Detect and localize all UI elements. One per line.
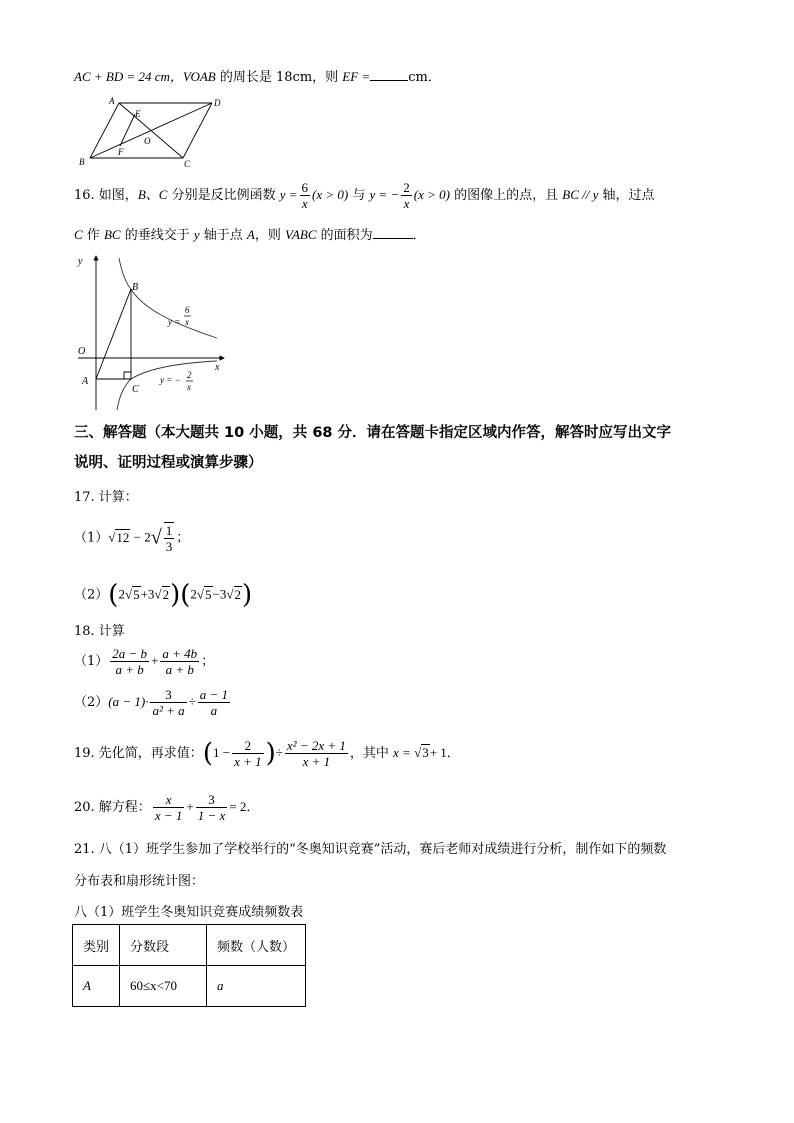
frequency-table: [72, 924, 306, 1007]
q16-f2-cond: (x > 0): [413, 187, 450, 202]
section3-heading-line2: 说明、证明过程或演算步骤）: [74, 455, 263, 471]
graph-curve2-lhs: y = −: [160, 375, 181, 385]
q18-p1-plus: +: [151, 653, 159, 668]
label-F: F: [118, 147, 124, 157]
table-cell: A: [73, 966, 120, 1007]
q20-line: [74, 792, 259, 823]
q16-line-1: [74, 180, 655, 211]
table-cell: a: [207, 966, 306, 1007]
q19-tail1: ，其中: [349, 746, 394, 761]
graph-curve1-lhs: y =: [168, 317, 181, 327]
table-header-row: [73, 925, 306, 966]
q17-p2-r3: 5: [205, 586, 212, 602]
q16-number: 16. 如图，: [74, 188, 138, 203]
q16-l2-g: A: [246, 227, 255, 242]
q21-line2: 分布表和扇形统计图：: [74, 874, 205, 889]
q16-f2-num: 2: [403, 180, 410, 195]
q16-points-bc: B、C: [137, 187, 168, 202]
q21-line1: 21. 八（1）班学生参加了学校举行的“冬奥知识竞赛”活动，赛后老师对成绩进行分析，制作如下的频数: [74, 842, 667, 857]
q21-table-title: 八（1）班学生冬奥知识竞赛成绩频数表: [74, 905, 304, 920]
q17-part2: （2）(2√5+3√2)(2√5−3√2): [74, 580, 253, 610]
q17-p2-c: 2: [190, 586, 197, 602]
q17-p1-den: 3: [165, 539, 173, 554]
table-header-cell: 分数段: [120, 925, 207, 966]
q16-l2-b: 作: [82, 228, 104, 243]
q15-text-e: cm．: [408, 70, 441, 85]
q17-p1-minus2: − 2: [130, 529, 151, 545]
label-D: D: [214, 98, 221, 108]
q17-p1-sqrt-frac: √: [150, 526, 162, 549]
q16-l2-j: 的面积为: [316, 228, 373, 243]
q17-p2-label: （2）: [74, 587, 109, 603]
q18-p2-n1: 3: [150, 687, 186, 703]
q16-answer-blank[interactable]: [373, 226, 413, 239]
q16-l2-c: BC: [103, 227, 121, 242]
q17-p2-r4: 2: [234, 586, 241, 602]
table-header-cell: 频数（人数）: [207, 925, 306, 966]
table-cell: 60≤x<70: [120, 966, 207, 1007]
q16-f1-cond: (x > 0): [312, 187, 349, 202]
q19-line: 19. 先化简，再求值：(1 − $\frac{2}{x + 1}$ )÷ $\frac{\text{x² − 2x + 1}}{x + 1}$ ，其中 x = √3+ 1．: [74, 738, 460, 769]
q19-n1: 2: [232, 738, 264, 754]
q19-tail2: x =: [393, 745, 411, 760]
q16-f1-fraction: [300, 180, 311, 211]
q19-one-minus: 1 −: [212, 745, 231, 760]
graph-label-x: x: [215, 362, 220, 373]
q18-p1-d1: a + b: [115, 662, 144, 677]
q17-p2-a: 2: [118, 586, 125, 602]
graph-label-y: y: [78, 256, 83, 267]
graph-curve2-den: x: [187, 382, 191, 392]
q16-text6: 轴，过点: [598, 188, 655, 203]
right-angle-mark: [124, 372, 131, 379]
q15-answer-blank[interactable]: [370, 68, 408, 81]
q16-f1-num: 6: [301, 180, 308, 195]
graph-curve1-num: 6: [185, 305, 190, 315]
q16-bc-parallel: BC // y: [562, 187, 599, 202]
label-O: O: [144, 136, 151, 146]
graph-label-O: O: [78, 346, 86, 357]
q17-p1-frac: [164, 522, 175, 554]
q15-parallelogram-figure: [76, 92, 222, 172]
q19-n2: x² − 2x + 1: [286, 738, 346, 753]
table-row: [73, 966, 306, 1007]
label-C: C: [184, 159, 191, 169]
q20-n2: 3: [196, 792, 228, 808]
q17-p1-label: （1）: [74, 530, 109, 546]
q20-lead: 20. 解方程：: [74, 800, 151, 815]
q17-p1-num: 1: [165, 523, 173, 538]
section3-heading-line1: 三、解答题（本大题共 10 小题，共 68 分．请在答题卡指定区域内作答，解答时应写出文字: [74, 425, 672, 441]
q20-eq: = 2．: [229, 799, 260, 814]
q17-p2-r2: 2: [162, 586, 170, 602]
q18-p2-div: ÷: [188, 694, 196, 709]
q19-radicand: 3: [422, 745, 429, 760]
q19-tail3: + 1．: [429, 745, 460, 760]
q16-l2-i: VABC: [284, 227, 317, 242]
q18-p1-d2: a + b: [165, 662, 194, 677]
q15-answer-line: [74, 66, 441, 85]
q19-div: ÷: [275, 745, 283, 760]
graph-label-A: A: [82, 376, 89, 387]
q15-text-b: VOAB: [182, 69, 216, 84]
q17-p2-b: +3: [140, 586, 155, 602]
segment-AB: [96, 289, 131, 379]
q18-p2-a: (a − 1)·: [108, 694, 149, 709]
label-E: E: [135, 109, 141, 119]
q17-p2-d: −3: [212, 586, 227, 602]
q16-graph-figure: [72, 252, 230, 414]
q18-part1: [74, 646, 214, 677]
q18-p2-n2: a − 1: [199, 687, 229, 702]
q15-text-a: AC + BD = 24 cm，: [74, 69, 183, 84]
q18-p2-label: （2）: [74, 695, 109, 710]
q16-l2-a: C: [74, 227, 83, 242]
graph-curve1-den: x: [185, 317, 189, 327]
q16-l2-h: ，则: [254, 228, 285, 243]
label-A: A: [109, 96, 115, 106]
q15-text-c: 的周长是 18cm，则: [215, 70, 343, 85]
table-header-cell: 类别: [73, 925, 120, 966]
q18-p1-n2: a + 4b: [162, 646, 198, 661]
q16-l2-d: 的垂线交于: [120, 228, 194, 243]
q16-l2-e: y: [193, 227, 200, 242]
q18-part2: [74, 687, 232, 718]
q20-n1: x: [153, 792, 185, 808]
q16-f1-y: y =: [279, 187, 298, 202]
label-B: B: [79, 157, 85, 167]
q17-p1-sqrt12: √12: [108, 529, 130, 545]
q16-f1-den: x: [301, 196, 308, 211]
q17-p1-end: ；: [176, 530, 190, 546]
q17-p2-r1: 5: [133, 586, 140, 602]
q18-p1-n1: 2a − b: [112, 646, 148, 661]
q18-p1-label: （1）: [74, 654, 109, 669]
q19-d1: x + 1: [234, 754, 262, 769]
q16-text4: 的图像上的点，且: [450, 188, 563, 203]
q16-l2-k: ．: [412, 228, 426, 243]
q20-d1: x − 1: [154, 808, 183, 823]
q16-f2-y: y = −: [369, 187, 400, 202]
q17-part1: [74, 522, 189, 554]
q16-l2-f: 轴于点: [199, 228, 247, 243]
q17-title: 17. 计算：: [74, 490, 138, 505]
q16-text2: 分别是反比例函数: [167, 188, 280, 203]
q16-f2-fraction: [401, 180, 412, 211]
q17-p1-radicand: 12: [116, 529, 130, 545]
graph-label-C: C: [132, 384, 139, 395]
graph-curve2-num: 2: [187, 370, 192, 380]
q20-d2: 1 − x: [197, 808, 226, 823]
edge-DC: [183, 103, 212, 158]
q18-title: 18. 计算: [74, 624, 125, 639]
graph-label-B: B: [132, 282, 139, 293]
q19-d2: x + 1: [302, 754, 331, 769]
edge-BA: [90, 103, 119, 158]
q18-p1-end: ；: [201, 654, 215, 669]
diagonal-BD: [90, 103, 212, 158]
q20-plus: +: [186, 799, 194, 814]
q19-lead: 19. 先化简，再求值：: [74, 746, 203, 761]
q16-text3: 与: [348, 188, 370, 203]
q18-p2-d1: a² + a: [152, 703, 185, 718]
q15-text-d: EF =: [342, 69, 371, 84]
q18-p2-d2: a: [210, 703, 218, 718]
q16-f2-den: x: [403, 196, 410, 211]
q16-line-2: [74, 224, 426, 243]
